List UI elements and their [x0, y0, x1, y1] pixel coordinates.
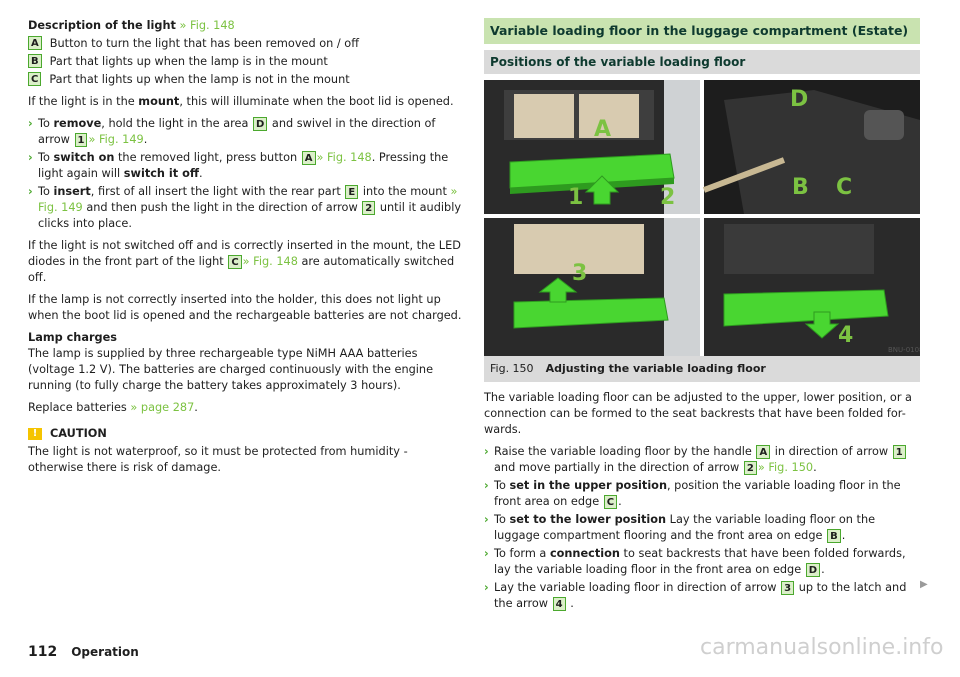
callout-1: 1 — [568, 185, 584, 210]
callout-B: B — [792, 175, 809, 200]
fig-148-link[interactable]: » Fig. 148 — [179, 19, 235, 32]
key-badge: 3 — [781, 581, 794, 595]
step-latch: › Lay the variable loading floor in direction of arrow 3 up to the latch and the arrow 4 . — [484, 581, 907, 610]
panel-top-right — [704, 80, 920, 214]
callout-2: 2 — [660, 185, 676, 210]
legend-item: A Button to turn the light that has been removed on / off — [28, 36, 464, 52]
key-badge: 1 — [75, 133, 88, 147]
callout-D: D — [790, 87, 809, 112]
figure-caption: Fig. 150 Adjusting the variable loading floor — [484, 356, 920, 382]
right-column — [484, 18, 920, 614]
legend-item: B Part that lights up when the lamp is in the mount — [28, 54, 464, 70]
page-287-link[interactable]: » page 287 — [130, 401, 195, 414]
step-switch-on: › To switch on the removed light, press button A » Fig. 148. Pressing the light again will switch it off. — [28, 151, 449, 180]
lamp-charges-text: The lamp is supplied by three rechargeable type NiMH AAA batteries (voltage 1.2 V). The batteries are charged continuously with the engine running (to fully charge the battery takes approximately 3 hours). — [28, 347, 434, 392]
key-badge: C — [604, 495, 617, 509]
fig-150-link[interactable]: » Fig. 150 — [757, 461, 814, 474]
step-connection: › To form a connection to seat backrests that have been folded forwards, lay the variable loading floor in the front area on edge D . — [484, 547, 906, 576]
key-badge: B — [827, 529, 841, 543]
continue-arrow-icon: ▶ — [920, 579, 928, 590]
step-insert: › To insert, first of all insert the light with the rear part E into the mount » Fig. 149 and then push the light in the direction of arrow 2 until it audibly clicks into place. — [28, 185, 462, 230]
key-badge: A — [302, 151, 316, 165]
sub-title: Positions of the variable loading floor — [484, 50, 920, 74]
chevron-right-icon: › — [28, 185, 33, 198]
fig-148-link[interactable]: » Fig. 148 — [316, 151, 372, 164]
chevron-right-icon: › — [484, 513, 489, 526]
step-remove: › To remove, hold the light in the area D and swivel in the direction of arrow 1 » Fig. 149. — [28, 117, 436, 146]
step-raise: › Raise the variable loading floor by the handle A in direction of arrow 1 and move partially in the direction of arrow 2 » Fig. 150. — [484, 444, 920, 476]
fig-149-link[interactable]: » Fig. 149 — [88, 133, 144, 146]
replace-paragraph: Replace batteries » page 287. — [28, 401, 198, 414]
key-badge: 4 — [553, 597, 566, 611]
page-footer — [28, 644, 139, 660]
mount-paragraph: If the light is in the mount, this will illuminate when the boot lid is opened. — [28, 95, 454, 108]
key-badge: E — [345, 185, 358, 199]
key-badge: 1 — [893, 445, 906, 459]
loading-floor-illustration — [484, 80, 920, 356]
left-column — [28, 18, 464, 482]
section-title: Variable loading floor in the luggage compartment (Estate) — [484, 18, 920, 44]
legend-item: C Part that lights up when the lamp is not in the mount — [28, 72, 464, 88]
intro-paragraph: The variable loading floor can be adjusted to the upper, lower position, or a connection can be formed to the seat backrests that have been folded for-wards. — [484, 391, 912, 436]
panel-bottom-right — [704, 218, 920, 356]
legend-list — [28, 36, 464, 88]
key-badge: D — [253, 117, 267, 131]
callout-A: A — [594, 117, 612, 142]
chevron-right-icon: › — [484, 479, 489, 492]
key-badge: D — [806, 563, 820, 577]
callout-C: C — [836, 175, 853, 200]
callout-3: 3 — [572, 261, 588, 286]
callout-4: 4 — [838, 323, 854, 348]
fig-149-link[interactable]: » Fig. 149 — [38, 185, 458, 214]
led-paragraph: If the light is not switched off and is correctly inserted in the mount, the LED diodes in the front part of the light C » Fig. 148 are automatically switched off. — [28, 239, 461, 284]
holder-paragraph: If the lamp is not correctly inserted into the holder, this does not light up when the boot lid is opened and the rechargeable batteries are not charged. — [28, 293, 462, 322]
key-badge: A — [28, 36, 42, 50]
key-badge: 2 — [744, 461, 757, 475]
key-badge: B — [28, 54, 42, 68]
warning-icon: ! — [28, 428, 42, 440]
panel-bottom-left — [484, 218, 700, 356]
chevron-right-icon: › — [28, 117, 33, 130]
chevron-right-icon: › — [484, 581, 489, 594]
key-badge: A — [756, 445, 770, 459]
chevron-right-icon: › — [28, 151, 33, 164]
step-lower-position: › To set to the lower position Lay the variable loading floor on the luggage compartment flooring and the front area on edge B . — [484, 513, 876, 542]
caution-text: The light is not waterproof, so it must be protected from humidity - otherwise there is risk of damage. — [28, 445, 408, 474]
key-badge: C — [28, 72, 41, 86]
section-name: Operation — [71, 645, 139, 659]
key-badge: C — [228, 255, 241, 269]
fig-148-link[interactable]: » Fig. 148 — [242, 255, 298, 268]
figure-code: BNU-0108 — [888, 346, 920, 354]
figure-150 — [484, 80, 920, 356]
caution-heading: ! CAUTION — [28, 426, 464, 442]
key-badge: 2 — [362, 201, 375, 215]
chevron-right-icon: › — [484, 547, 489, 560]
description-heading: Description of the light » Fig. 148 — [28, 19, 235, 32]
chevron-right-icon: › — [484, 445, 489, 458]
page-number: 112 — [28, 644, 58, 660]
lamp-charges-heading: Lamp charges — [28, 331, 118, 344]
watermark: carmanualsonline.info — [700, 635, 944, 660]
step-upper-position: › To set in the upper position, position the variable loading floor in the front area on edge C . — [484, 479, 901, 508]
